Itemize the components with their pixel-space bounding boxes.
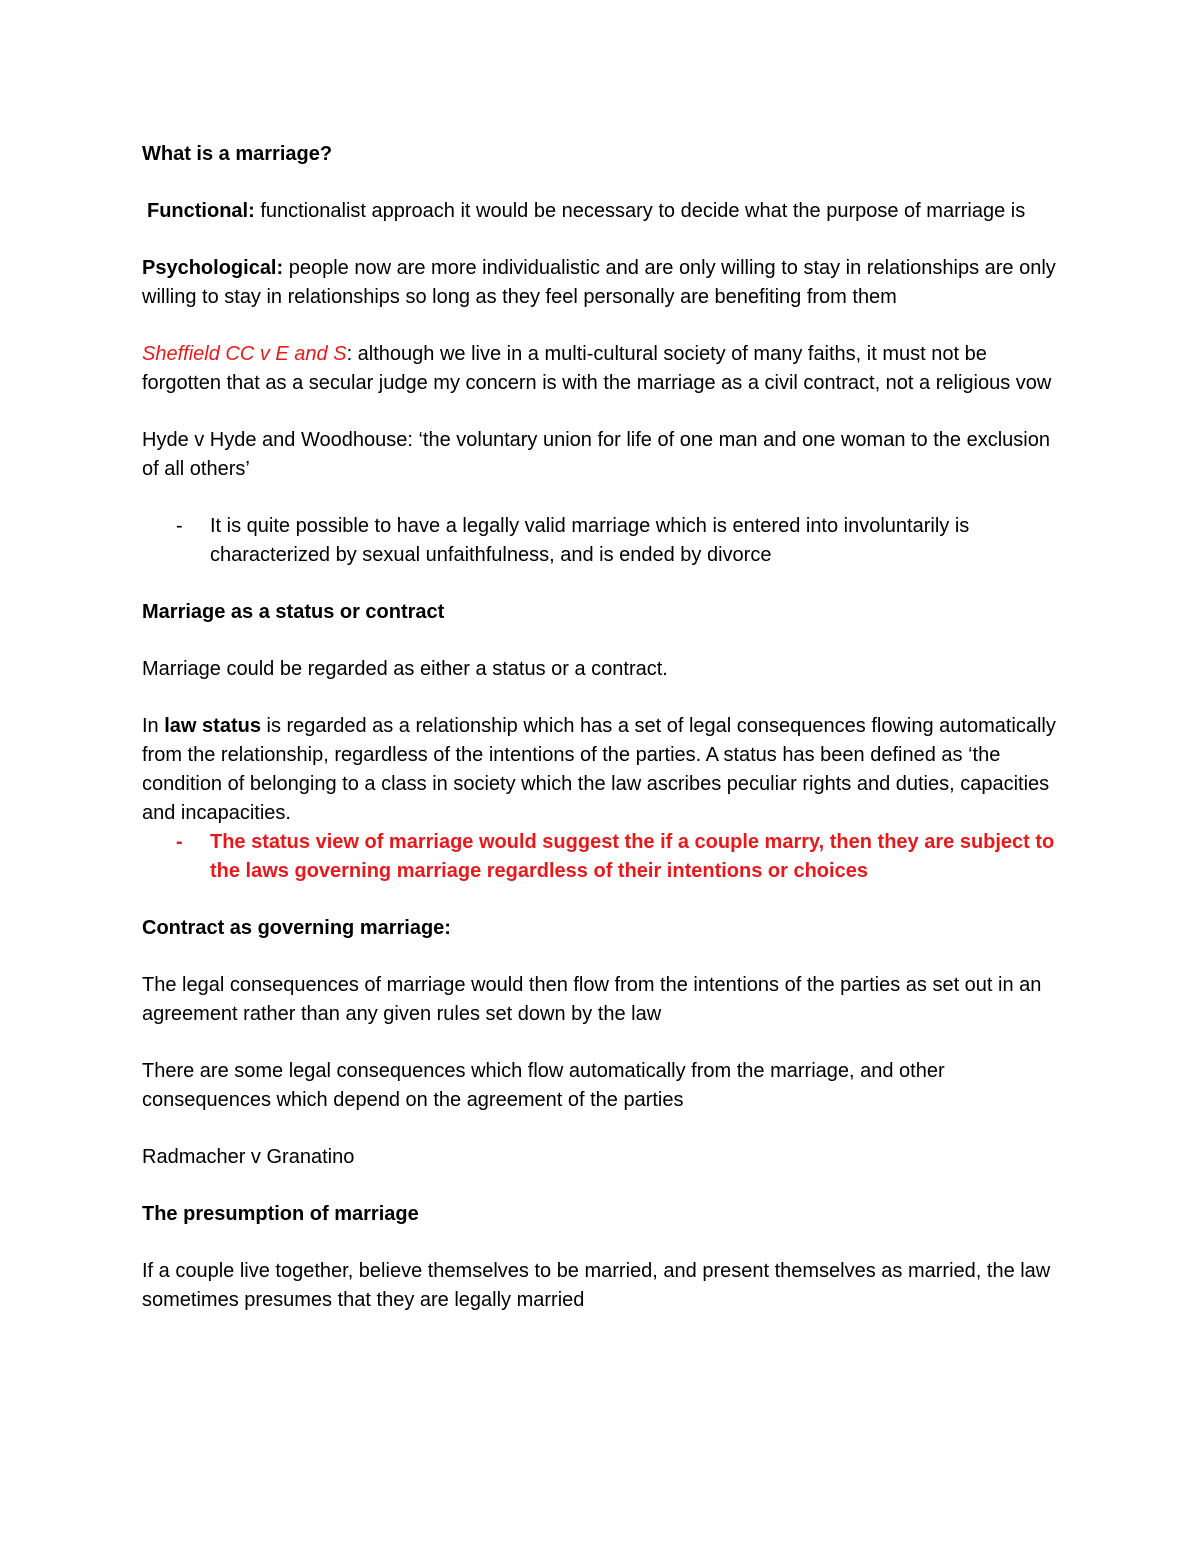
law-status-prefix: In — [142, 715, 165, 737]
bullet-dash: - — [176, 831, 183, 853]
functional-paragraph — [142, 197, 1062, 226]
psychological-label: Psychological: — [142, 257, 284, 279]
functional-label: Functional: — [147, 200, 255, 222]
status-intro-paragraph: Marriage could be regarded as either a status or a contract. — [142, 658, 668, 680]
hyde-bullet-text: It is quite possible to have a legally valid marriage which is entered into involuntarily is characterized by sexual unfaithfulness, and is ended by divorce — [210, 515, 970, 566]
sheffield-case-name: Sheffield CC v E and S — [142, 343, 347, 365]
document-title: What is a marriage? — [142, 143, 333, 165]
contract-paragraph-1: The legal consequences of marriage would then flow from the intentions of the parties as set out in an agreement rather than any given rules set down by the law — [142, 974, 1042, 1025]
sheffield-paragraph — [142, 340, 1062, 398]
law-status-text: is regarded as a relationship which has a set of legal consequences flowing automatically from the relationship, regardless of the intentions of the parties. A status has been defined as ‘the condition of belonging to a class in society which the law ascribes peculiar rights and duties, capacities and incapacities. — [142, 715, 1056, 824]
status-view-bullet — [142, 828, 1062, 886]
contract-paragraph-2: There are some legal consequences which flow automatically from the marriage, and other consequences which depend on the agreement of the parties — [142, 1060, 945, 1111]
functional-text: functionalist approach it would be necessary to decide what the purpose of marriage is — [254, 200, 1026, 222]
hyde-paragraph: Hyde v Hyde and Woodhouse: ‘the voluntary union for life of one man and one woman to the exclusion of all others’ — [142, 429, 1050, 480]
psychological-paragraph — [142, 254, 1062, 312]
radmacher-case: Radmacher v Granatino — [142, 1146, 355, 1168]
heading-status-or-contract: Marriage as a status or contract — [142, 601, 445, 623]
sheffield-text: : although we live in a multi-cultural society of many faiths, it must not be forgotten that as a secular judge my concern is with the marriage as a civil contract, not a religious vow — [142, 343, 1052, 394]
law-status-bold: law status — [164, 715, 261, 737]
law-status-paragraph — [142, 712, 1062, 828]
document-page — [142, 140, 1062, 1343]
bullet-dash: - — [176, 515, 183, 537]
hyde-bullet — [142, 512, 1062, 570]
presumption-paragraph: If a couple live together, believe themselves to be married, and present themselves as married, the law sometimes presumes that they are legally married — [142, 1260, 1051, 1311]
heading-contract-governing: Contract as governing marriage: — [142, 917, 451, 939]
heading-presumption: The presumption of marriage — [142, 1203, 419, 1225]
psychological-text: people now are more individualistic and are only willing to stay in relationships are only willing to stay in relationships so long as they feel personally are benefiting from them — [142, 257, 1056, 308]
status-view-bullet-text: The status view of marriage would suggest the if a couple marry, then they are subject to the laws governing marriage regardless of their intentions or choices — [210, 831, 1055, 882]
